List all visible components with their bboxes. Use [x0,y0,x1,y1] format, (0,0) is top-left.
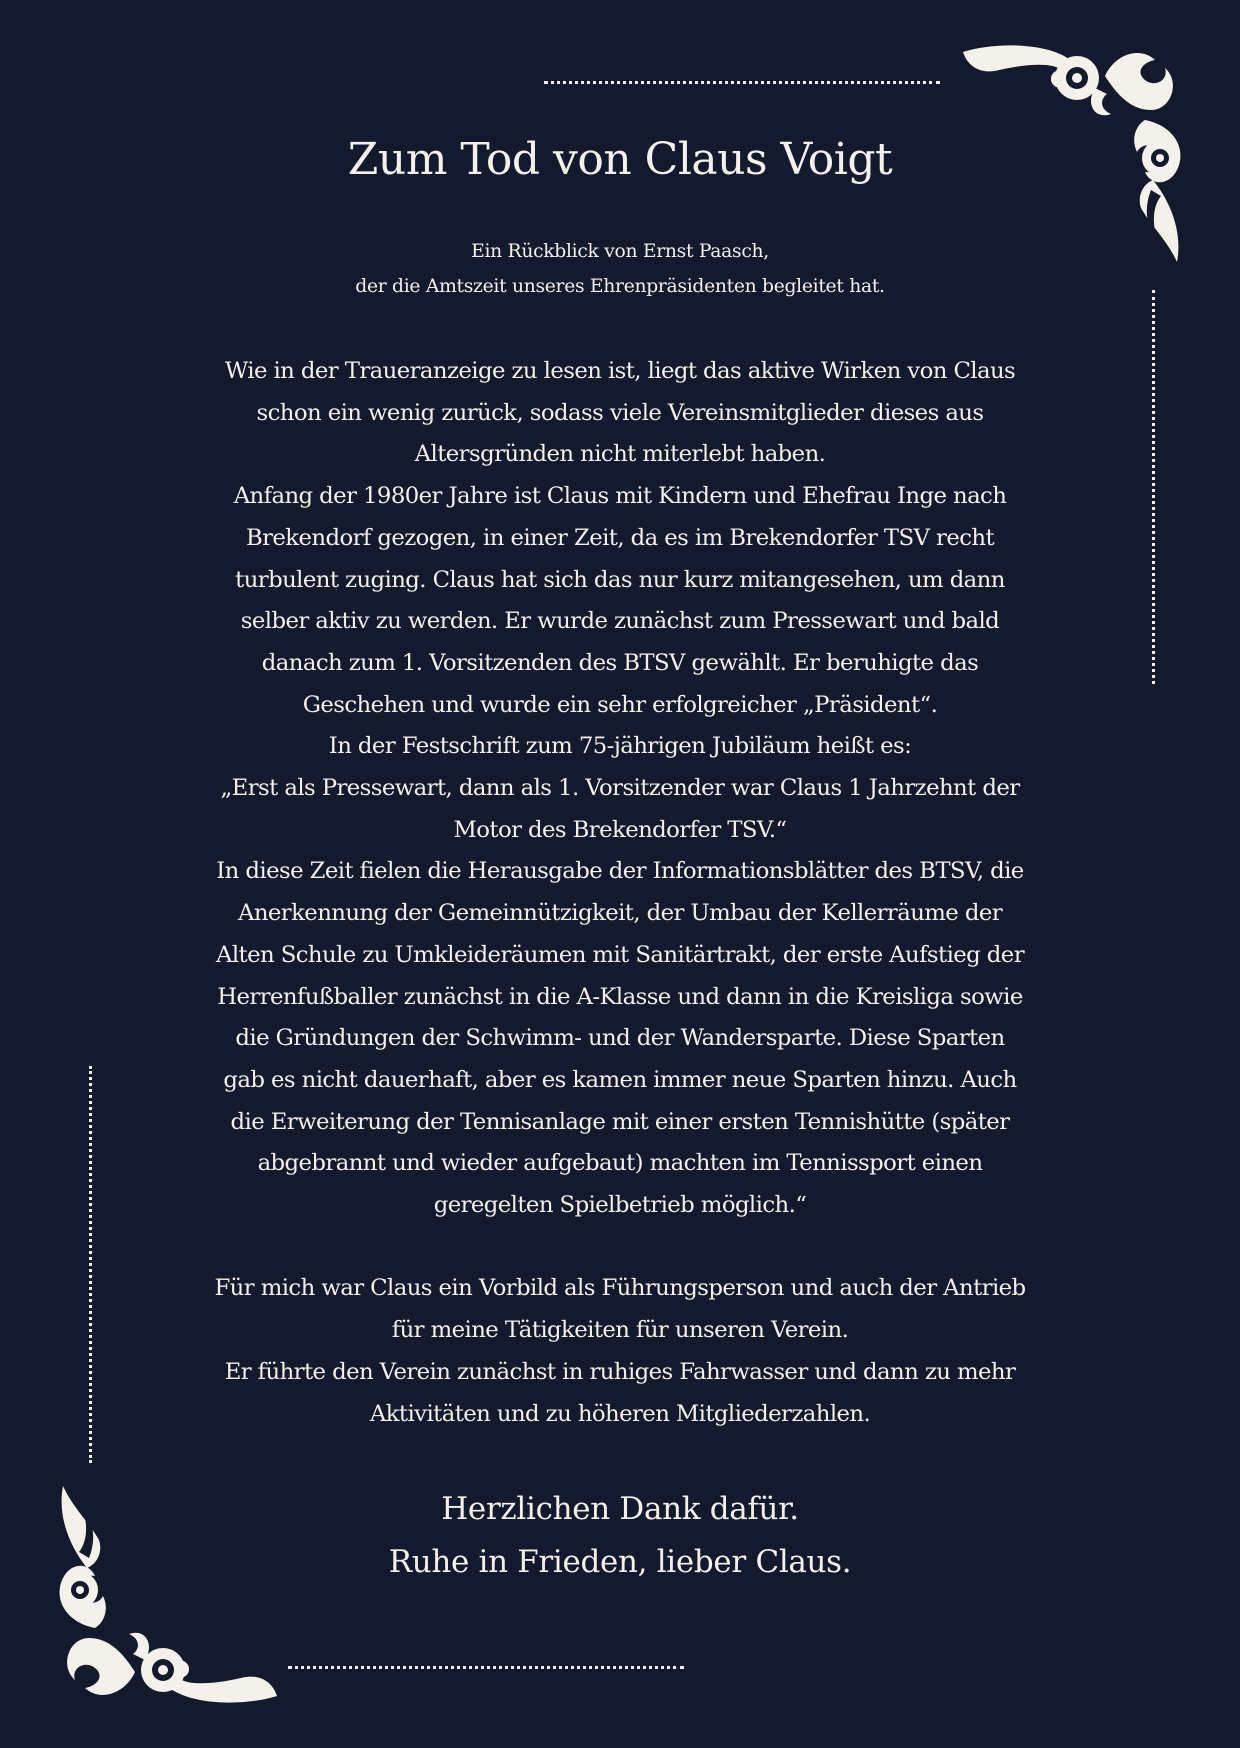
body-line: Anerkennung der Gemeinnützigkeit, der Umbau der Kellerräume der [237,900,1003,927]
body-line: Wie in der Traueranzeige zu lesen ist, liegt das aktive Wirken von Claus [224,358,1016,384]
body-line: turbulent zuging. Claus hat sich das nur kurz mitangesehen, um dann [235,566,1005,593]
subtitle [0,234,1240,304]
subtitle-line: Ein Rückblick von Ernst Paasch, [471,241,769,262]
body-line: geregelten Spielbetrieb möglich.“ [433,1192,807,1219]
body-line: selber aktiv zu werden. Er wurde zunächst zum Pressewart und bald [240,608,1000,635]
closing-text [0,1483,1240,1589]
body-line: die Erweiterung der Tennisanlage mit einer ersten Tennishütte (später [230,1108,1010,1135]
article-body [0,351,1240,1435]
body-line: Alten Schule zu Umkleideräumen mit Sanitärtrakt, der erste Aufstieg der [216,941,1024,968]
body-line: Anfang der 1980er Jahre ist Claus mit Kindern und Ehefrau Inge nach [233,483,1007,510]
body-line: abgebrannt und wieder aufgebaut) machten im Tennissport einen [257,1150,983,1177]
page-title: Zum Tod von Claus Voigt [347,134,893,185]
body-line [0,1227,1240,1269]
body-line: danach zum 1. Vorsitzenden des BTSV gewählt. Er beruhigte das [261,649,979,676]
body-line: die Gründungen der Schwimm- und der Wandersparte. Diese Sparten [235,1025,1005,1052]
closing-line: Herzlichen Dank dafür. [441,1491,799,1527]
body-line: Für mich war Claus ein Vorbild als Führungsperson und auch der Antrieb [214,1275,1026,1302]
closing-line: Ruhe in Frieden, lieber Claus. [388,1544,852,1580]
bottom-dotted-rule [288,1666,684,1669]
subtitle-line: der die Amtszeit unseres Ehrenpräsidenten begleitet hat. [355,276,885,297]
top-dotted-rule [544,81,940,84]
body-line: „Erst als Pressewart, dann als 1. Vorsitzender war Claus 1 Jahrzehnt der [220,775,1020,802]
body-line: für meine Tätigkeiten für unseren Verein. [391,1317,849,1344]
body-line: Herrenfußballer zunächst in die A-Klasse und dann in die Kreisliga sowie [217,983,1023,1010]
body-line: In der Festschrift zum 75-jährigen Jubiläum heißt es: [328,733,912,760]
body-line: Motor des Brekendorfer TSV.“ [453,816,787,843]
body-line: Brekendorf gezogen, in einer Zeit, da es im Brekendorfer TSV recht [245,524,995,551]
body-line: Altersgründen nicht miterlebt haben. [414,441,826,468]
body-line: In diese Zeit fielen die Herausgabe der Informationsblätter des BTSV, die [216,858,1024,885]
body-line: Er führte den Verein zunächst in ruhiges Fahrwasser und dann zu mehr [224,1358,1016,1385]
body-line: gab es nicht dauerhaft, aber es kamen immer neue Sparten hinzu. Auch [223,1066,1017,1093]
body-line: Geschehen und wurde ein sehr erfolgreicher „Präsident“. [302,691,938,718]
body-line: schon ein wenig zurück, sodass viele Vereinsmitglieder dieses aus [256,399,984,426]
body-line: Aktivitäten und zu höheren Mitgliederzahlen. [369,1400,871,1427]
